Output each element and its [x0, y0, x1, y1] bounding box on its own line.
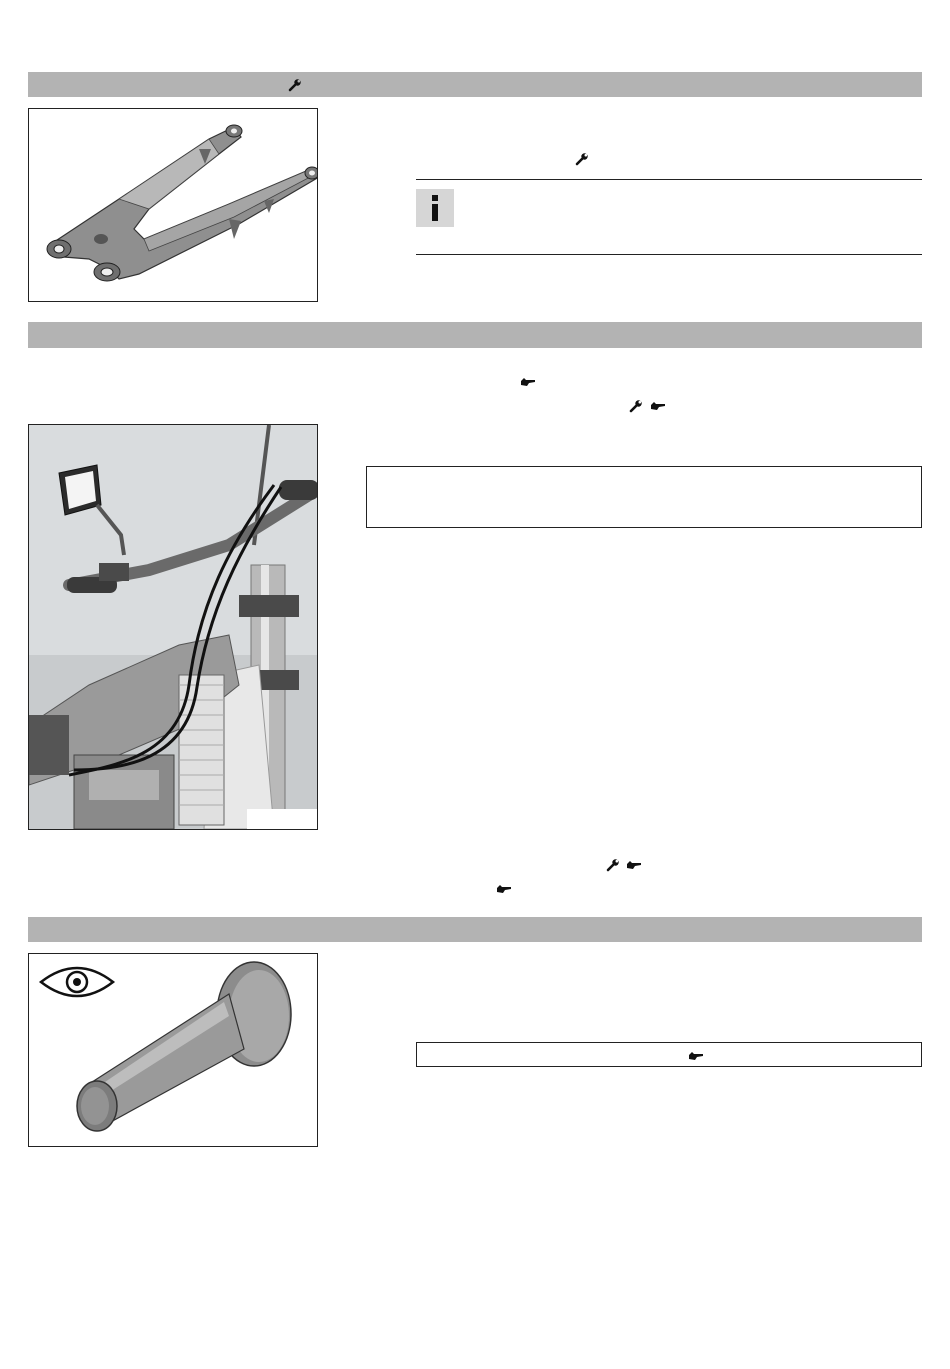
info-icon [416, 189, 454, 227]
wrench-icon [606, 858, 620, 877]
note-top-rule [416, 179, 922, 180]
swingarm-figure [28, 108, 318, 302]
section-bar-2 [28, 322, 922, 348]
wrench-icon [575, 152, 589, 171]
pointing-hand-icon [520, 374, 536, 392]
wrench-icon [629, 399, 643, 418]
pointing-hand-icon [688, 1048, 704, 1066]
pointing-hand-icon [650, 398, 666, 416]
pointing-hand-icon [496, 881, 512, 899]
wrench-icon [288, 78, 302, 97]
section-bar-1 [28, 72, 922, 97]
note-box [416, 1042, 922, 1067]
section-bar-3 [28, 917, 922, 942]
eye-icon [41, 968, 113, 996]
note-bottom-rule [416, 254, 922, 255]
note-box [366, 466, 922, 528]
pin-figure [28, 953, 318, 1147]
handlebar-cables-figure [28, 424, 318, 830]
pointing-hand-icon [626, 857, 642, 875]
